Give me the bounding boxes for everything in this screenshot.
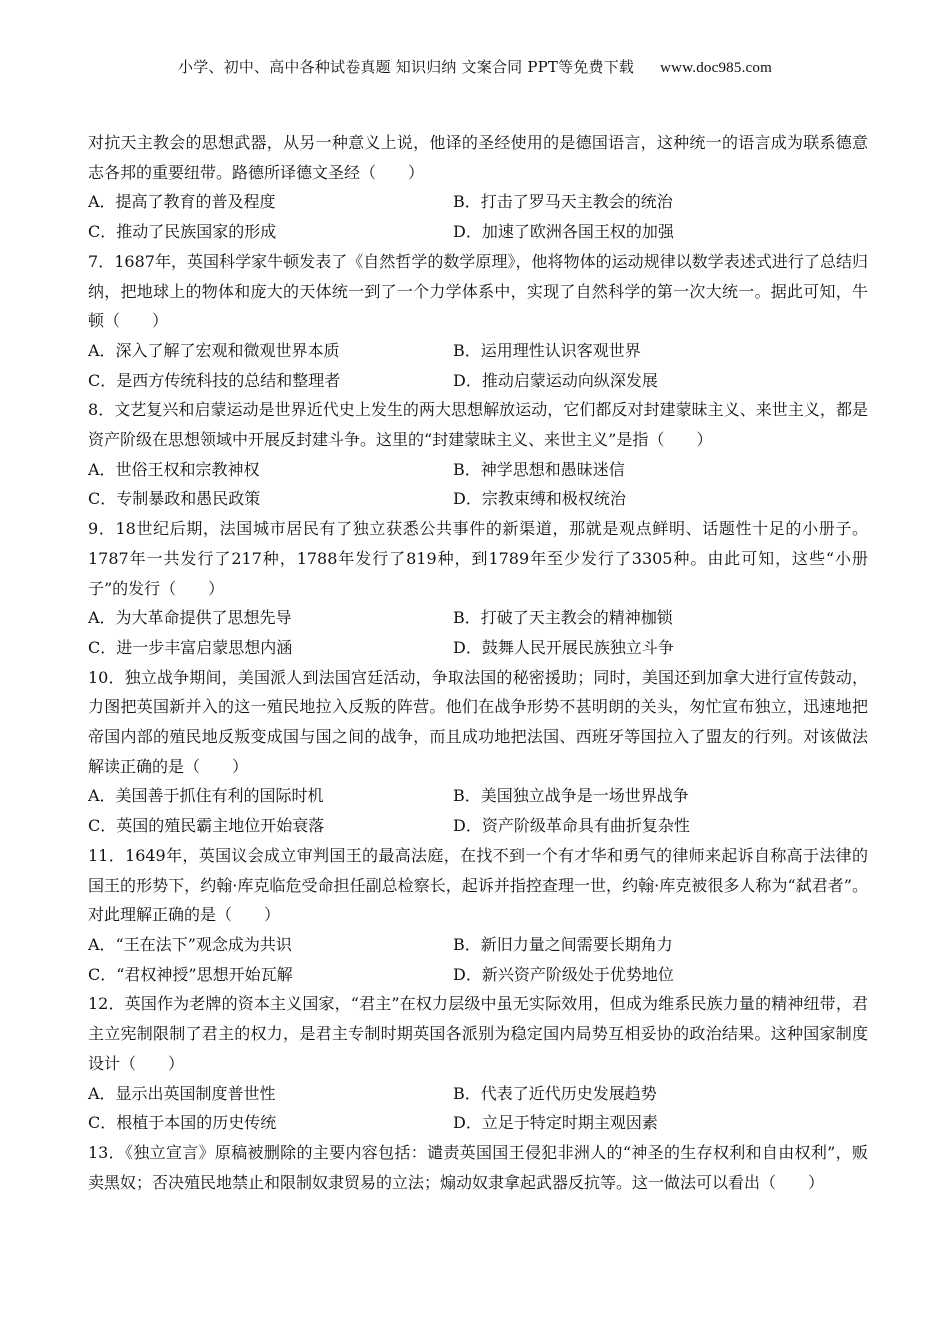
- option-c[interactable]: C．是西方传统科技的总结和整理者: [88, 370, 341, 390]
- options-row: [88, 187, 868, 217]
- question-12: [88, 989, 868, 1138]
- options-row: [88, 781, 868, 811]
- options-row: [88, 930, 868, 960]
- question-stem: 对抗天主教会的思想武器，从另一种意义上说，他译的圣经使用的是德国语言，这种统一的语言成为联系德意志各邦的重要纽带。路德所译德文圣经（ ）: [88, 133, 868, 182]
- page-header: [0, 56, 950, 77]
- option-a[interactable]: A．显示出英国制度普世性: [88, 1083, 276, 1103]
- question-11: [88, 841, 868, 990]
- header-text: 小学、初中、高中各种试卷真题 知识归纳 文案合同 PPT等免费下载: [178, 58, 635, 76]
- option-d[interactable]: D．新兴资产阶级处于优势地位: [453, 964, 674, 984]
- option-a[interactable]: A．世俗王权和宗教神权: [88, 459, 260, 479]
- question-10: [88, 663, 868, 841]
- option-b[interactable]: B．代表了近代历史发展趋势: [453, 1083, 657, 1103]
- question-stem: 8．文艺复兴和启蒙运动是世界近代史上发生的两大思想解放运动，它们都反对封建蒙昧主义、来世主义，都是资产阶级在思想领域中开展反封建斗争。这里的“封建蒙昧主义、来世主义”是指（ ）: [88, 400, 868, 450]
- options-row: [88, 336, 868, 366]
- question-stem: 9．18世纪后期，法国城市居民有了独立获悉公共事件的新渠道，那就是观点鲜明、话题性十足的小册子。1787年一共发行了217种，1788年发行了819种，到1789年至少发行了3305种。由此可知，这些“小册子”的发行（ ）: [88, 519, 868, 598]
- option-c[interactable]: C．推动了民族国家的形成: [88, 222, 277, 242]
- question-stem: 13．《独立宣言》原稿被删除的主要内容包括：谴责英国国王侵犯非洲人的“神圣的生存权利和自由权利”，贩卖黑奴；否决殖民地禁止和限制奴隶贸易的立法；煽动奴隶拿起武器反抗等。这一做法可以看出（ ）: [88, 1142, 868, 1192]
- option-b[interactable]: B．神学思想和愚昧迷信: [453, 459, 625, 479]
- option-d[interactable]: D．资产阶级革命具有曲折复杂性: [453, 816, 690, 836]
- options-row: [88, 1079, 868, 1109]
- option-a[interactable]: A．深入了解了宏观和微观世界本质: [88, 340, 340, 360]
- option-c[interactable]: C．英国的殖民霸主地位开始衰落: [88, 816, 325, 836]
- options-row: [88, 484, 868, 514]
- option-a[interactable]: A．为大革命提供了思想先导: [88, 608, 292, 628]
- options-row: [88, 455, 868, 485]
- option-c[interactable]: C．专制暴政和愚民政策: [88, 489, 261, 509]
- option-a[interactable]: A．美国善于抓住有利的国际时机: [88, 786, 324, 806]
- options-row: [88, 633, 868, 663]
- exam-content: [88, 128, 868, 1197]
- options-row: [88, 811, 868, 841]
- option-b[interactable]: B．打破了天主教会的精神枷锁: [453, 608, 673, 628]
- option-b[interactable]: B．打击了罗马天主教会的统治: [453, 192, 673, 212]
- option-c[interactable]: C．“君权神授”思想开始瓦解: [88, 964, 293, 984]
- option-c[interactable]: C．进一步丰富启蒙思想内涵: [88, 637, 293, 657]
- question-stem: 7．1687年，英国科学家牛顿发表了《自然哲学的数学原理》，他将物体的运动规律以数学表述式进行了总结归纳，把地球上的物体和庞大的天体统一到了一个力学体系中，实现了自然科学的第一次大统一。据此可知，牛顿（ ）: [88, 251, 868, 331]
- option-a[interactable]: A．提高了教育的普及程度: [88, 192, 276, 212]
- question-9: [88, 514, 868, 663]
- option-b[interactable]: B．运用理性认识客观世界: [453, 340, 641, 360]
- question-13: [88, 1138, 868, 1197]
- options-row: [88, 1108, 868, 1138]
- options-row: [88, 217, 868, 247]
- option-d[interactable]: D．推动启蒙运动向纵深发展: [453, 370, 658, 390]
- options-row: [88, 603, 868, 633]
- question-stem: 11．1649年，英国议会成立审判国王的最高法庭，在找不到一个有才华和勇气的律师来起诉自称高于法律的国王的形势下，约翰·库克临危受命担任副总检察长，起诉并指控查理一世，约翰·库克被很多人称为“弑君者”。对此理解正确的是（ ）: [88, 845, 868, 925]
- option-c[interactable]: C．根植于本国的历史传统: [88, 1113, 277, 1133]
- question-continuation: [88, 128, 868, 247]
- question-stem: 12．英国作为老牌的资本主义国家，“君主”在权力层级中虽无实际效用，但成为维系民族力量的精神纽带，君主立宪制限制了君主的权力，是君主专制时期英国各派别为稳定国内局势互相妥协的政治结果。这种国家制度设计（ ）: [88, 994, 868, 1073]
- option-b[interactable]: B．新旧力量之间需要长期角力: [453, 934, 673, 954]
- options-row: [88, 366, 868, 396]
- option-d[interactable]: D．立足于特定时期主观因素: [453, 1113, 658, 1133]
- question-8: [88, 395, 868, 514]
- header-url[interactable]: www.doc985.com: [660, 60, 772, 76]
- question-stem: 10．独立战争期间，美国派人到法国宫廷活动，争取法国的秘密援助；同时，美国还到加拿大进行宣传鼓动，力图把英国新并入的这一殖民地拉入反叛的阵营。他们在战争形势不甚明朗的关头，匆忙宣布独立，迅速地把帝国内部的殖民地反叛变成国与国之间的战争，而且成功地把法国、西班牙等国拉入了盟友的行列。对该做法解读正确的是（ ）: [88, 667, 868, 776]
- option-d[interactable]: D．鼓舞人民开展民族独立斗争: [453, 637, 674, 657]
- option-b[interactable]: B．美国独立战争是一场世界战争: [453, 786, 689, 806]
- options-row: [88, 960, 868, 990]
- option-a[interactable]: A．“王在法下”观念成为共识: [88, 934, 292, 954]
- question-7: [88, 247, 868, 396]
- option-d[interactable]: D．加速了欧洲各国王权的加强: [453, 222, 674, 242]
- option-d[interactable]: D．宗教束缚和极权统治: [453, 489, 626, 509]
